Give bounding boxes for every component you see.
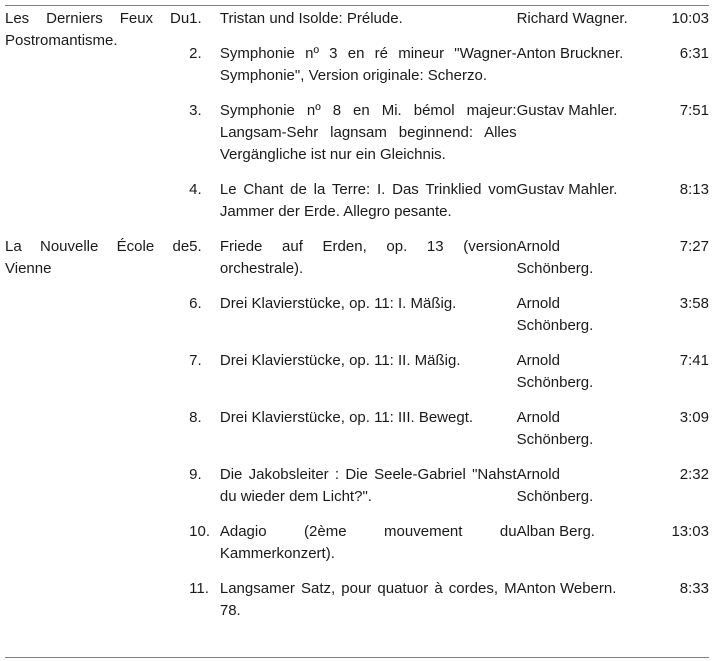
track-title: Adagio (2ème mouvement du Kammerkonzert). xyxy=(219,523,517,562)
section-heading xyxy=(5,6,189,236)
track-number: 6. xyxy=(189,295,202,312)
track-composer: Arnold Schönberg. xyxy=(516,352,594,391)
track-duration: 2:32 xyxy=(679,466,709,483)
table-row xyxy=(5,236,709,293)
track-composer: Arnold Schönberg. xyxy=(516,466,594,505)
track-number: 7. xyxy=(189,352,202,369)
track-title: Symphonie nº 3 en ré mineur "Wagner-Symphonie", Version originale: Scherzo. xyxy=(219,45,517,84)
track-composer: Richard Wagner. xyxy=(516,10,628,27)
track-number: 9. xyxy=(189,466,202,483)
track-number: 1. xyxy=(189,10,202,27)
track-number: 10. xyxy=(189,523,211,540)
track-duration: 3:09 xyxy=(679,409,709,426)
track-composer: Gustav Mahler. xyxy=(516,102,618,119)
track-number: 3. xyxy=(189,102,202,119)
track-number: 11. xyxy=(189,580,209,597)
track-composer: Gustav Mahler. xyxy=(516,181,618,198)
track-composer: Arnold Schönberg. xyxy=(516,295,594,334)
track-title: Tristan und Isolde: Prélude. xyxy=(219,10,403,27)
section-heading xyxy=(5,236,189,635)
track-title: Drei Klavierstücke, op. 11: III. Bewegt. xyxy=(219,409,474,426)
track-title: Drei Klavierstücke, op. 11: I. Mäßig. xyxy=(219,295,457,312)
track-duration: 7:51 xyxy=(679,102,709,119)
track-title: Die Jakobsleiter : Die Seele-Gabriel "Nahst du wieder dem Licht?". xyxy=(219,466,517,505)
table-row xyxy=(5,6,709,43)
track-number: 8. xyxy=(189,409,202,426)
track-title: Drei Klavierstücke, op. 11: II. Mäßig. xyxy=(219,352,461,369)
track-title: Le Chant de la Terre: I. Das Trinklied vom Jammer der Erde. Allegro pesante. xyxy=(219,181,517,220)
track-duration: 3:58 xyxy=(679,295,709,312)
track-duration: 7:41 xyxy=(679,352,709,369)
track-duration: 8:33 xyxy=(679,580,709,597)
track-number: 2. xyxy=(189,45,202,62)
track-duration: 13:03 xyxy=(671,523,709,540)
section-name: La Nouvelle École de Vienne xyxy=(5,238,190,277)
track-composer: Anton Webern. xyxy=(516,580,617,597)
track-duration: 6:31 xyxy=(679,45,709,62)
track-composer: Arnold Schönberg. xyxy=(516,238,594,277)
tracklist-table xyxy=(5,6,709,635)
track-number: 4. xyxy=(189,181,202,198)
track-composer: Alban Berg. xyxy=(516,523,595,540)
track-title: Friede auf Erden, op. 13 (version orchestrale). xyxy=(219,238,517,277)
section-name: Les Derniers Feux Du Postromantisme. xyxy=(5,10,190,49)
bottom-rule xyxy=(5,657,709,658)
track-composer: Anton Bruckner. xyxy=(516,45,624,62)
track-duration: 7:27 xyxy=(679,238,709,255)
track-composer: Arnold Schönberg. xyxy=(516,409,594,448)
track-title: Symphonie nº 8 en Mi. bémol majeur: Langsam-Sehr lagnsam beginnend: Alles Vergängliche ist nur ein Gleichnis. xyxy=(219,102,517,163)
track-title: Langsamer Satz, pour quatuor à cordes, M 78. xyxy=(219,580,517,619)
track-duration: 10:03 xyxy=(671,10,709,27)
track-number: 5. xyxy=(189,238,202,255)
track-duration: 8:13 xyxy=(679,181,709,198)
